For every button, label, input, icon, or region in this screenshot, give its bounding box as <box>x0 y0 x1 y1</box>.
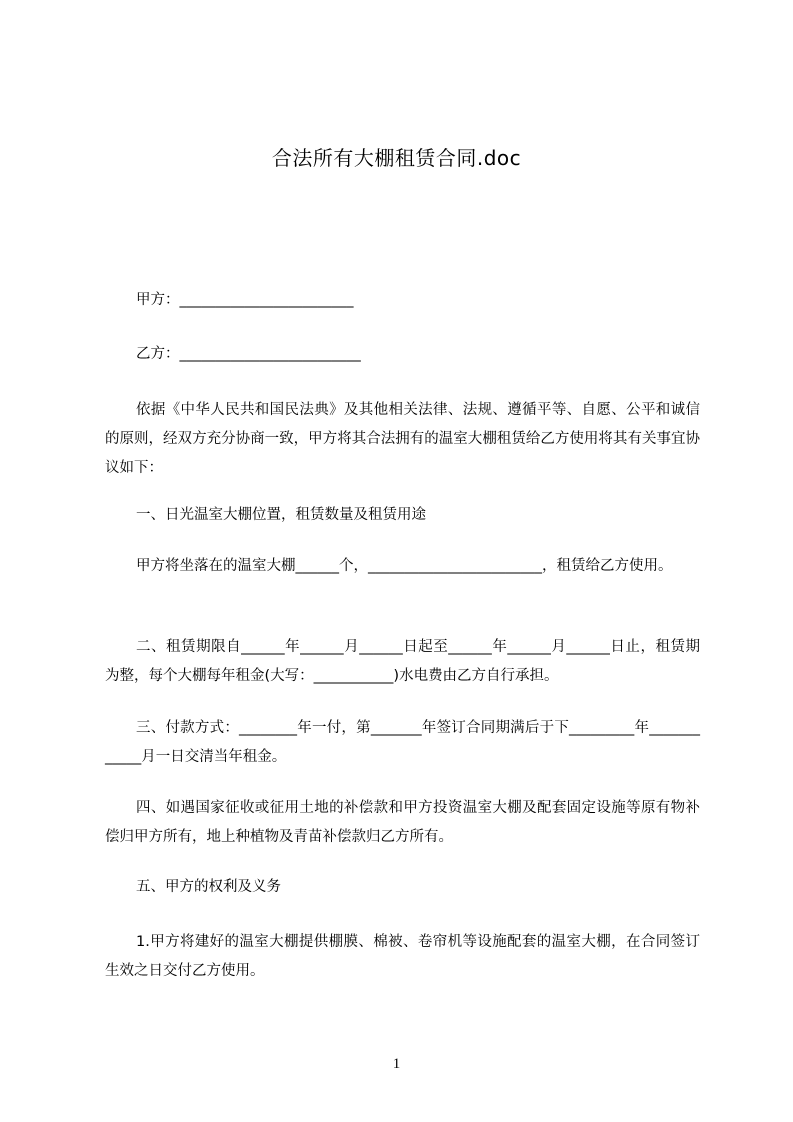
party-b-line: 乙方：_________________________ <box>136 346 361 362</box>
section-4-paragraph: 四、如遇国家征收或征用土地的补偿款和甲方投资温室大棚及配套固定设施等原有物补偿归甲方所有，地上种植物及青苗补偿款归乙方所有。 <box>105 800 700 845</box>
intro-paragraph: 依据《中华人民共和国民法典》及其他相关法律、法规、遵循平等、自愿、公平和诚信的原则，经双方充分协商一致，甲方将其合法拥有的温室大棚租赁给乙方使用将其有关事宜协议如下： <box>105 402 700 476</box>
section-1-body: 甲方将坐落在的温室大棚______个，________________________，租赁给乙方使用。 <box>136 558 673 574</box>
party-a-line: 甲方：________________________ <box>136 292 354 308</box>
document-title: 合法所有大棚租赁合同.doc <box>271 146 522 170</box>
section-2-paragraph: 二、租赁期限自______年______月______日起至______年______月______日止，租赁期为整，每个大棚每年租金(大写：___________)水电费由乙方自行承担。 <box>105 639 700 684</box>
section-5-heading: 五、甲方的权利及义务 <box>136 879 281 895</box>
section-1-heading: 一、日光温室大棚位置，租赁数量及租赁用途 <box>136 507 426 523</box>
page-number: 1 <box>392 1056 401 1072</box>
section-3-paragraph: 三、付款方式：________年一付，第_______年签订合同期满后于下_________年____________月一日交清当年租金。 <box>105 720 700 765</box>
section-5-item-1: 1.甲方将建好的温室大棚提供棚膜、棉被、卷帘机等设施配套的温室大棚，在合同签订生效之日交付乙方使用。 <box>105 934 700 979</box>
